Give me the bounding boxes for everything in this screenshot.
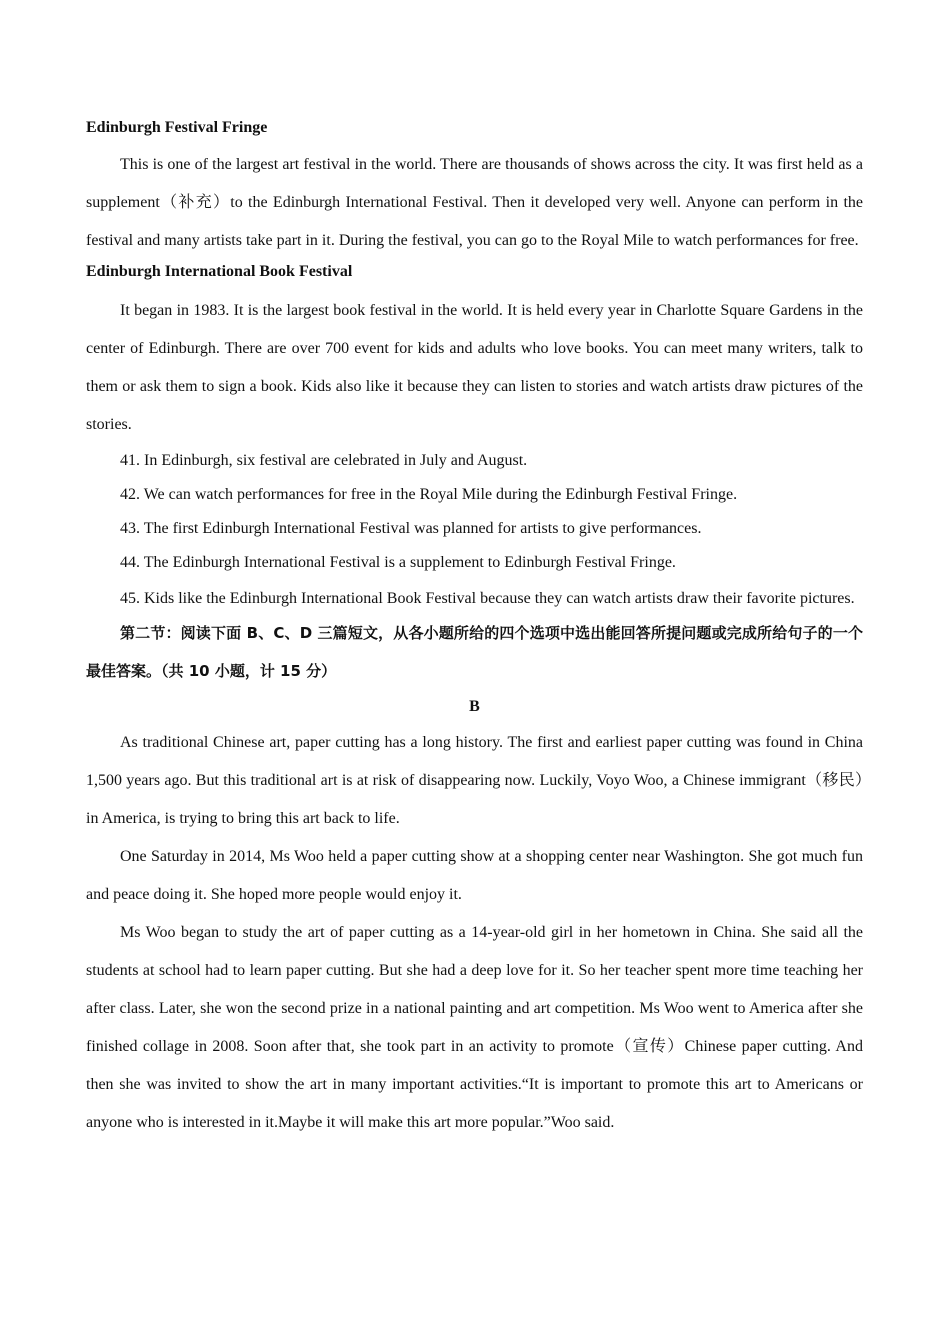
question-43: 43. The first Edinburgh International Festival was planned for artists to give performances. [120,520,702,537]
question-44: 44. The Edinburgh International Festival is a supplement to Edinburgh Festival Fringe. [120,554,676,571]
question-41: 41. In Edinburgh, six festival are celebrated in July and August. [120,452,528,469]
passage-b-paragraph-2: One Saturday in 2014, Ms Woo held a paper cutting show at a shopping center near Washington. She got much fun and peace doing it. She hoped more people would enjoy it. [86,848,863,903]
fringe-paragraph: This is one of the largest art festival in the world. There are thousands of shows across the city. It was first held as a supplement（补充）to the Edinburgh International Festival. Then it developed very well. Anyone can perform in the festival and many artists take part in it. During the festival, you can go to the Royal Mile to watch performances for free. [86,156,863,249]
document-page [86,112,863,1142]
passage-b-paragraph-1: As traditional Chinese art, paper cutting has a long history. The first and earliest paper cutting was found in China 1,500 years ago. But this traditional art is at risk of disappearing now. Luckily, Voyo Woo, a Chinese immigrant（移民）in America, is trying to bring this art back to life. [86,734,863,827]
question-42: 42. We can watch performances for free in the Royal Mile during the Edinburgh Festival Fringe. [120,486,738,503]
passage-b-label: B [469,698,480,715]
question-45: 45. Kids like the Edinburgh International Book Festival because they can watch artists draw their favorite pictures. [120,590,855,607]
book-festival-title: Edinburgh International Book Festival [86,263,353,280]
fringe-title: Edinburgh Festival Fringe [86,119,268,136]
passage-b-paragraph-3: Ms Woo began to study the art of paper cutting as a 14-year-old girl in her hometown in China. She said all the students at school had to learn paper cutting. But she had a deep love for it. So her teacher spent more time teaching her after class. Later, she won the second prize in a national painting and art competition. Ms Woo went to America after she finished collage in 2008. Soon after that, she took part in an activity to promote（宣传）Chinese paper cutting. And then she was invited to show the art in many important activities.“It is important to promote this art to Americans or anyone who is interested in it.Maybe it will make this art more popular.”Woo said. [86,924,863,1131]
book-festival-paragraph: It began in 1983. It is the largest book festival in the world. It is held every year in Charlotte Square Gardens in the center of Edinburgh. There are over 700 event for kids and adults who love books. You can meet many writers, talk to them or ask them to sign a book. Kids also like it because they can listen to stories and watch artists draw pictures of the stories. [86,302,863,433]
section-two-instructions: 第二节：阅读下面 B、C、D 三篇短文，从各小题所给的四个选项中选出能回答所提问题或完成所给句子的一个最佳答案。（共 10 小题，计 15 分） [86,624,863,680]
